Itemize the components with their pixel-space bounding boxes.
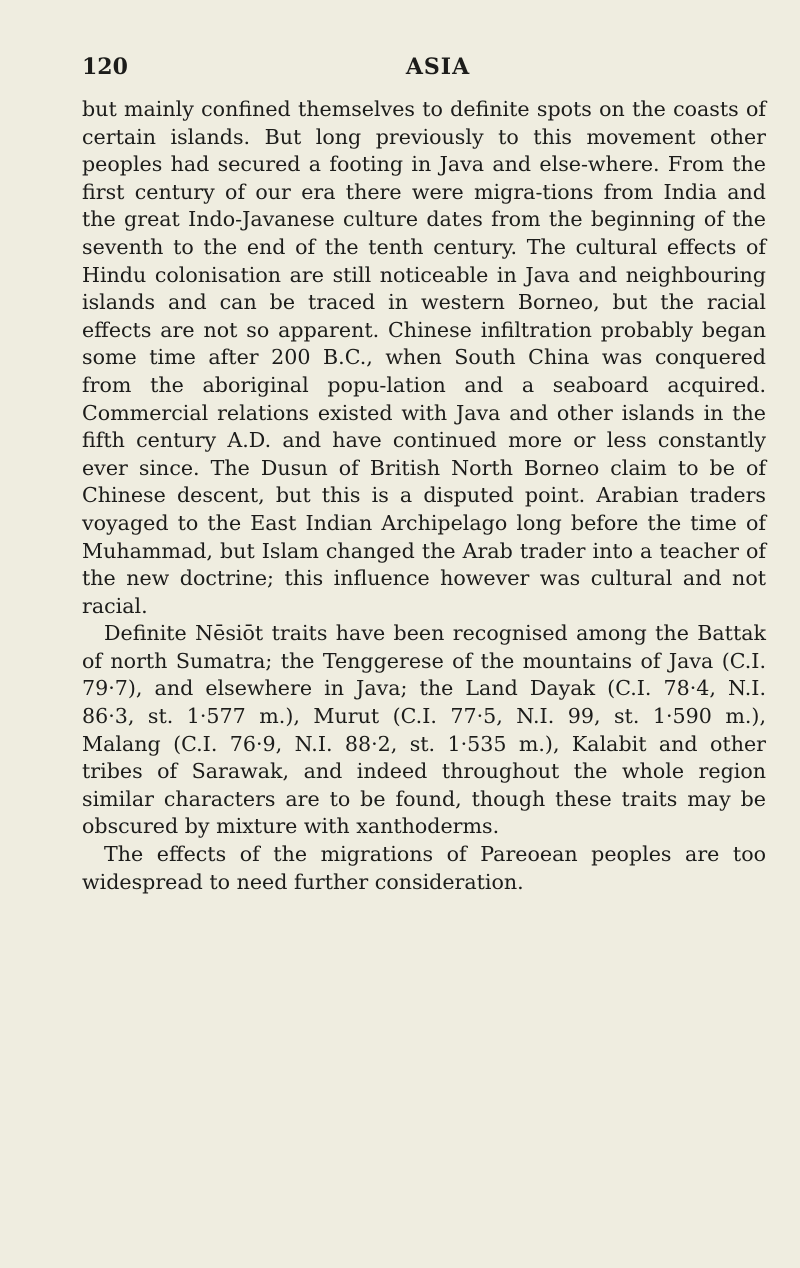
paragraph-continuation: but mainly confined themselves to definite spots on the coasts of certain islands. But long previously to this movement other peoples had secured a footing in Java and else-where. From the first century of our era there were migra-tions from India and the great Indo-Javanese culture dates from the beginning of the seventh to the end of the tenth century. The cultural effects of Hindu colonisation are still noticeable in Java and neighbouring islands and can be traced in western Borneo, but the racial effects are not so apparent. Chinese infiltration probably began some time after 200 B.C., when South China was conquered from the aboriginal popu-lation and a seaboard acquired. Commercial relations existed with Java and other islands in the fifth century A.D. and have continued more or less constantly ever since. The Dusun of British North Borneo claim to be of Chinese descent, but this is a disputed point. Arabian traders voyaged to the East Indian Archipelago long before the time of Muhammad, but Islam changed the Arab trader into a teacher of the new doctrine; this influence however was cultural and not racial. [82, 97, 766, 618]
page-header [82, 52, 766, 86]
page-number: 120 [82, 54, 128, 80]
body-text [82, 96, 766, 896]
running-head: ASIA [405, 54, 471, 80]
paragraph-pareoean-migrations: The effects of the migrations of Pareoean peoples are too widespread to need further consideration. [82, 842, 766, 894]
paragraph-nesiot-traits: Definite Nēsiōt traits have been recognised among the Battak of north Sumatra; the Tenggerese of the mountains of Java (C.I. 79·7), and elsewhere in Java; the Land Dayak (C.I. 78·4, N.I. 86·3, st. 1·577 m.), Murut (C.I. 77·5, N.I. 99, st. 1·590 m.), Malang (C.I. 76·9, N.I. 88·2, st. 1·535 m.), Kalabit and other tribes of Sarawak, and indeed throughout the whole region similar characters are to be found, though these traits may be obscured by mixture with xanthoderms. [82, 621, 766, 839]
